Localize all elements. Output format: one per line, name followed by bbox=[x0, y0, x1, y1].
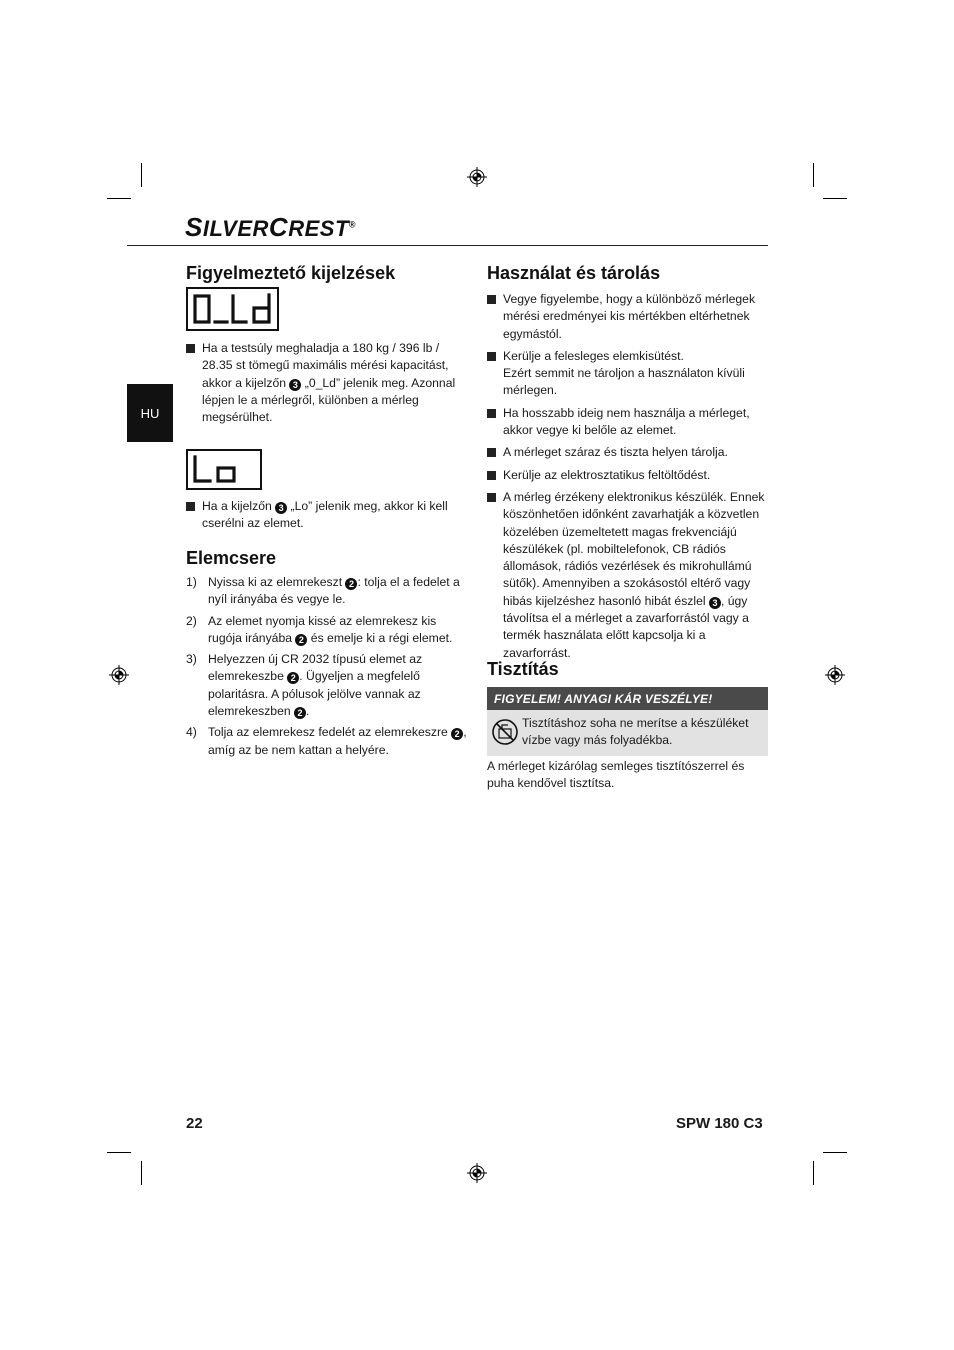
list-item bbox=[487, 489, 768, 662]
bullet-square bbox=[487, 409, 496, 418]
bullet-text: A mérleget száraz és tiszta helyen tárolja. bbox=[503, 445, 728, 460]
bullet-square bbox=[186, 502, 195, 511]
brand-letters: REST bbox=[288, 216, 349, 241]
section-title-battery: Elemcsere bbox=[186, 548, 277, 568]
language-tab: HU bbox=[127, 384, 173, 442]
model-number: SPW 180 C3 bbox=[676, 1115, 763, 1132]
crop-mark bbox=[107, 198, 131, 199]
bullet-square bbox=[487, 448, 496, 457]
step-item bbox=[186, 724, 467, 759]
reference-number: 2 bbox=[451, 728, 463, 740]
reference-number: 2 bbox=[345, 578, 357, 590]
lcd-overload-segments bbox=[188, 289, 277, 329]
lcd-display-overload bbox=[186, 287, 279, 331]
step-text: és emelje ki a régi elemet. bbox=[307, 630, 453, 645]
registration-mark-icon bbox=[467, 167, 487, 187]
crop-mark bbox=[141, 1161, 142, 1185]
step-number: 4) bbox=[186, 725, 197, 740]
warning-header: FIGYELEM! ANYAGI KÁR VESZÉLYE! bbox=[487, 687, 768, 710]
bullet-text: Kerülje az elektrosztatikus feltöltődést. bbox=[503, 467, 711, 482]
step-text: Az elemet nyomja kissé az elemrekesz kis rugója irányába bbox=[208, 613, 437, 645]
list-item bbox=[487, 405, 768, 440]
registration-mark-icon bbox=[109, 665, 129, 685]
bullet-text: Kerülje a felesleges elemkisütést. bbox=[503, 348, 684, 363]
bullet-text: A mérleg érzékeny elektronikus készülék. Ennek köszönhetően időnként zavarhatják a közvetlen közelében üzemeltetett magas frekvenciájú készülékek (pl. mobiltelefonok, CB rádiós állomások, rádiós vezérlések és mikrohullámú sütők). Amennyiben a szokásostól eltérő vagy hibás kijelzéshez hasonló hibát észlel bbox=[503, 489, 765, 608]
step-text: Nyissa ki az elemrekeszt bbox=[208, 575, 346, 589]
list-item bbox=[487, 467, 768, 484]
step-text: Tolja az elemrekesz fedelét az elemrekeszre bbox=[208, 725, 452, 740]
bullet-text: Ha a testsúly meghaladja a 180 kg / 396 lb / 28.35 st tömegű maximális mérési kapacitást, akkor a kijelzőn bbox=[202, 341, 449, 390]
crop-mark bbox=[813, 1161, 814, 1185]
no-immersion-icon bbox=[491, 718, 519, 746]
warning-text: Tisztításhoz soha ne merítse a készüléket vízbe vagy más folyadékba. bbox=[522, 716, 749, 748]
bullet-square bbox=[487, 493, 496, 502]
bullet-text: Ha a kijelzőn bbox=[202, 499, 276, 513]
battery-steps bbox=[186, 574, 467, 763]
registration-mark-icon bbox=[467, 1163, 487, 1183]
reference-number: 3 bbox=[709, 597, 721, 609]
step-number: 3) bbox=[186, 652, 197, 667]
bullet-text: „Lo” jelenik meg, akkor ki kell cserélni az elemet. bbox=[202, 499, 448, 531]
warning-list-1 bbox=[186, 340, 467, 431]
bullet-text: „0_Ld” jelenik meg. Azonnal lépjen le a mérlegről, különben a mérleg megsérülhet. bbox=[202, 375, 456, 425]
section-title-usage-storage: Használat és tárolás bbox=[487, 263, 661, 283]
reference-number: 2 bbox=[294, 707, 306, 719]
step-text: . bbox=[306, 704, 310, 719]
brand-letter: C bbox=[268, 212, 289, 242]
step-number: 1) bbox=[186, 575, 197, 589]
bullet-text: Ezért semmit ne tároljon a használaton kívüli mérlegen. bbox=[503, 366, 745, 398]
page-number: 22 bbox=[186, 1115, 203, 1132]
brand-letters: ILVER bbox=[202, 216, 269, 241]
step-number: 2) bbox=[186, 613, 197, 628]
section-title-warnings: Figyelmeztető kijelzések bbox=[186, 263, 396, 283]
bullet-square bbox=[487, 295, 496, 304]
warning-list-2 bbox=[186, 498, 467, 538]
registered-mark: ® bbox=[348, 219, 357, 230]
reference-number: 3 bbox=[289, 379, 301, 391]
cleaning-instruction: A mérleget kizárólag semleges tisztítószerrel és puha kendővel tisztítsa. bbox=[487, 759, 745, 791]
header-rule bbox=[127, 245, 768, 246]
registration-mark-icon bbox=[825, 665, 845, 685]
section-title-cleaning: Tisztítás bbox=[487, 659, 559, 679]
reference-number: 3 bbox=[275, 502, 287, 514]
brand-logo bbox=[185, 212, 356, 243]
reference-number: 2 bbox=[287, 672, 299, 684]
step-text: Helyezzen új CR 2032 típusú elemet az elemrekeszbe bbox=[208, 652, 423, 684]
list-item bbox=[487, 291, 768, 343]
list-item bbox=[186, 498, 467, 533]
crop-mark bbox=[823, 1152, 847, 1153]
usage-list bbox=[487, 291, 768, 667]
warning-box bbox=[487, 710, 768, 756]
bullet-text: Vegye figyelembe, hogy a különböző mérlegek mérési eredményei kis mértékben eltérhetnek egymástól. bbox=[503, 292, 756, 341]
step-text: : tolja el a fedelet a nyíl irányába és vegye le. bbox=[208, 575, 460, 607]
brand-letter: S bbox=[185, 212, 203, 242]
step-item bbox=[186, 613, 467, 648]
reference-number: 2 bbox=[295, 634, 307, 646]
crop-mark bbox=[823, 198, 847, 199]
step-item bbox=[186, 574, 467, 609]
crop-mark bbox=[813, 163, 814, 187]
list-item bbox=[487, 444, 768, 461]
bullet-square bbox=[487, 352, 496, 361]
step-text: , amíg az be nem kattan a helyére. bbox=[208, 725, 467, 757]
list-item bbox=[186, 340, 467, 426]
crop-mark bbox=[107, 1152, 131, 1153]
lcd-display-low-battery bbox=[186, 449, 262, 490]
crop-mark bbox=[141, 163, 142, 187]
lcd-low-battery-segments bbox=[188, 451, 260, 488]
bullet-text: Ha hosszabb ideig nem használja a mérleget, akkor vegye ki belőle az elemet. bbox=[503, 405, 750, 438]
bullet-square bbox=[186, 344, 195, 353]
step-text: . Ügyeljen a megfelelő polaritásra. A pólusok jelölve vannak az elemrekeszben bbox=[208, 669, 421, 719]
list-item bbox=[487, 348, 768, 400]
bullet-text: , úgy távolítsa el a mérleget a zavarforrástól vagy a termék használata előtt kapcsolja ki a zavarforrást. bbox=[503, 593, 749, 660]
step-item bbox=[186, 651, 467, 720]
bullet-square bbox=[487, 471, 496, 480]
